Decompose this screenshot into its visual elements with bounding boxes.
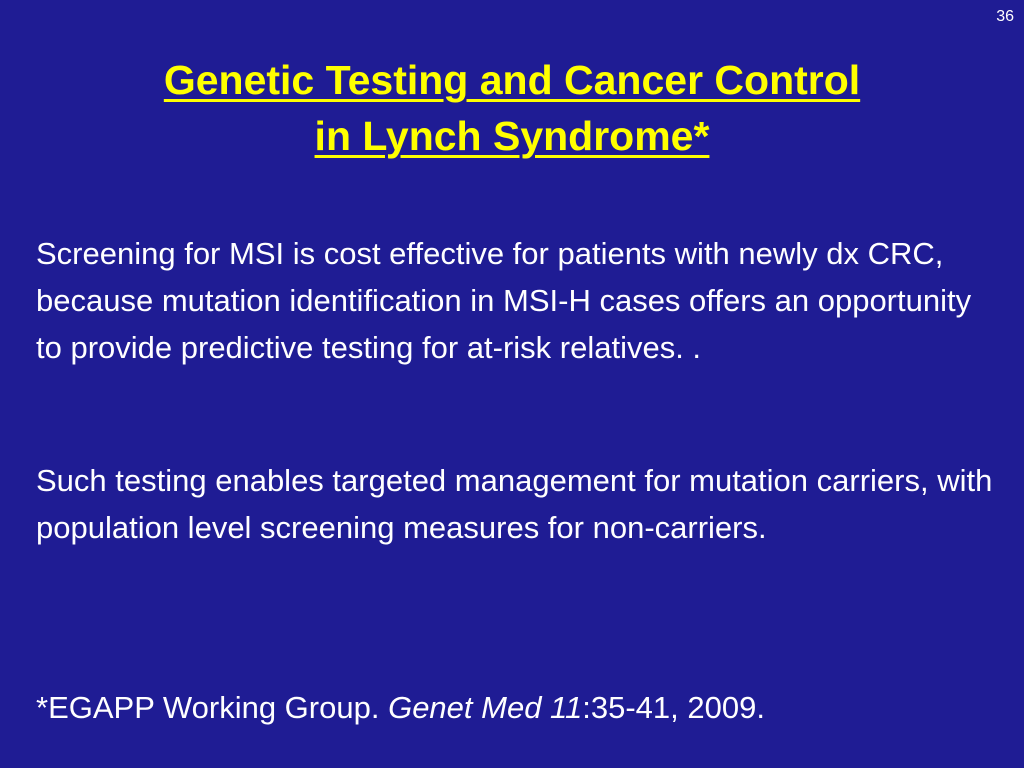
paragraph-targeted-management: Such testing enables targeted management for mutation carriers, with population level screening measures for non-carriers. — [36, 463, 993, 545]
title-line-2: in Lynch Syndrome* — [314, 113, 710, 159]
slide-number: 36 — [996, 8, 1014, 25]
paragraph-msi-screening: Screening for MSI is cost effective for patients with newly dx CRC, because mutation identification in MSI-H cases offers an opportunity to provide predictive testing for at-risk relatives. . — [36, 236, 972, 365]
citation-suffix: :35-41, 2009. — [582, 690, 765, 725]
citation-prefix: *EGAPP Working Group. — [36, 690, 389, 725]
title-line-1: Genetic Testing and Cancer Control — [163, 57, 861, 103]
citation-journal: Genet Med 11 — [388, 690, 583, 725]
slide-title — [0, 52, 1024, 164]
citation — [36, 684, 765, 731]
